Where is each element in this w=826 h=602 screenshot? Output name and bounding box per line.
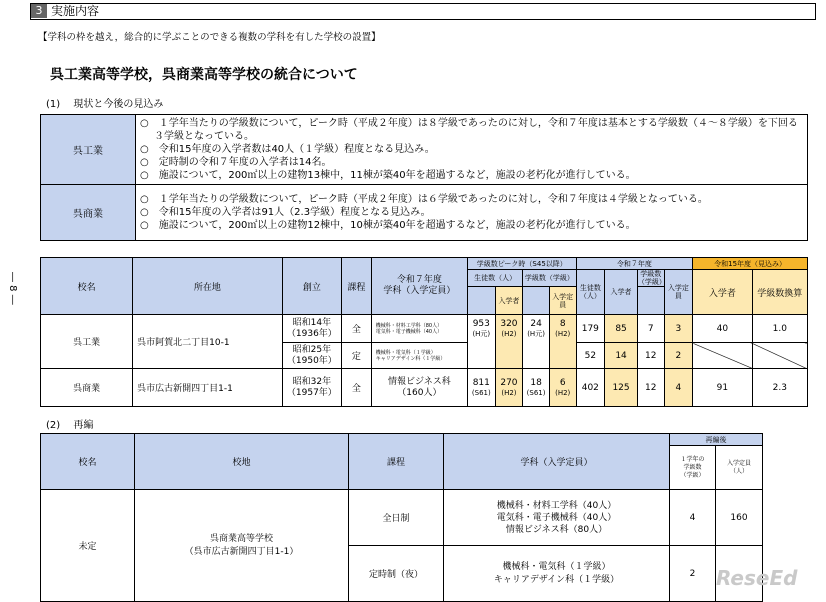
peak-students: 953 [472, 319, 490, 329]
note-item: ○ 令和15年度の入学者数は40人（１学級）程度となる見込み。 [140, 144, 435, 155]
peak-classes: 18 [530, 377, 542, 388]
h-r7-enroll: 入学者 [605, 270, 638, 315]
school-label-kure-comm: 呉商業 [41, 185, 136, 241]
peak-classes: 24 [530, 319, 542, 329]
h-peak-classes: 学級数（学級） [523, 270, 576, 287]
year: (H元) [472, 330, 491, 338]
section-header [30, 3, 816, 20]
dept: 機械科・電気科（１学級） キャリアデザイン科（１学級） [371, 343, 467, 369]
course: 全 [342, 315, 372, 343]
h-established: 創立 [282, 258, 341, 315]
h-peak-students: 生徒数（人） [467, 270, 522, 287]
h-peak-enroll-cls: 入学定員 [549, 287, 576, 315]
r7-classes: 7 [637, 315, 664, 343]
r15-enroll: 40 [693, 315, 752, 343]
h-r7-classes: 学級数（学級） [637, 270, 666, 286]
r7-classes: 12 [637, 369, 664, 407]
school-data-table [40, 257, 808, 407]
page-number: ― 8 ― [7, 272, 18, 305]
h-r7-enroll-cls: 入学定員 [664, 270, 693, 315]
reorganization-table [40, 433, 763, 602]
r7-enroll: 14 [605, 343, 638, 369]
established: 昭和25年 （1950年） [282, 343, 341, 369]
capacity-fulltime: 160 [716, 490, 763, 546]
note-item: ○ 施設について，200㎡以上の建物13棟中，11棟が築40年を超過するなど，施設の老朽化が進行している。 [140, 170, 636, 181]
r7-students: 402 [576, 369, 605, 407]
section-number: 3 [31, 4, 47, 18]
kure-tech-notes [136, 115, 808, 185]
school-undecided: 未定 [41, 490, 135, 602]
year: (H元) [527, 330, 545, 338]
r7-enroll-cls: 3 [664, 315, 693, 343]
location-kure-comm: 呉市広古新開四丁目1-1 [133, 369, 283, 407]
h-course: 課程 [342, 258, 372, 315]
dept: 機械科・材料工学科（80人） 電気科・電子機械科（40人） [371, 315, 467, 343]
status-table [40, 114, 808, 241]
course: 全 [342, 369, 372, 407]
subtitle: 【学科の枠を越え，総合的に学ぶことのできる複数の学科を有した学校の設置】 [38, 32, 381, 43]
section2-heading: (2) 再編 [46, 420, 94, 431]
h-capacity: 入学定員 （人） [716, 446, 763, 490]
note-item: ○ 定時制の令和７年度の入学者は14名。 [140, 157, 332, 168]
h-r15-enroll: 入学者 [693, 270, 752, 315]
location-kure-tech: 呉市阿賀北二丁目10-1 [133, 315, 283, 369]
note-item: ○ 施設について，200㎡以上の建物12棟中，10棟が築40年を超過するなど，施設の老朽化が進行している。 [140, 220, 636, 231]
r7-enroll-cls: 4 [664, 369, 693, 407]
peak-enroll-cls: 8 [559, 319, 566, 329]
section-title: 実施内容 [51, 4, 100, 18]
year: (H2) [501, 388, 517, 397]
h-dept: 令和７年度 学科（入学定員） [371, 258, 467, 315]
h-school: 校名 [41, 434, 135, 490]
r15-classes: 1.0 [752, 315, 807, 343]
page-title: 呉工業高等学校，呉商業高等学校の統合について [50, 67, 358, 83]
course-fulltime: 全日制 [349, 490, 444, 546]
empty-cell [693, 343, 752, 369]
dept: 情報ビジネス科 （160人） [371, 369, 467, 407]
r7-students: 52 [576, 343, 605, 369]
h-school: 校名 [41, 258, 133, 315]
h-r7-students: 生徒数（人） [576, 270, 605, 315]
r7-students: 179 [576, 315, 605, 343]
h-classes: １学年の 学級数 （学級） [670, 446, 716, 490]
r7-enroll: 85 [605, 315, 638, 343]
course: 定 [342, 343, 372, 369]
kure-comm-notes [136, 185, 808, 241]
note-item: ○ １学年当たりの学級数について，ピーク時（平成２年度）は６学級であったのに対し，令和７年度は４学級となっている。 [140, 194, 708, 205]
h-peak: 学級数ピーク時（S45以降） [467, 258, 576, 270]
h-peak-enroll: 入学者 [495, 287, 523, 315]
year: (H2) [501, 330, 517, 338]
dept-parttime: 機械科・電気科（１学級） キャリアデザイン科（１学級） [444, 546, 670, 602]
classes-fulltime: 4 [670, 490, 716, 546]
peak-enroll: 270 [500, 377, 518, 388]
peak-enroll: 320 [500, 319, 518, 329]
h-dept: 学科（入学定員） [444, 434, 670, 490]
classes-parttime: 2 [670, 546, 716, 602]
note-item: ○ １学年当たりの学級数について，ピーク時（平成２年度）は８学級であったのに対し，令和７年度は基本とする学級数（４～８学級）を下回る３学級となっている。 [140, 118, 798, 142]
empty-cell [752, 343, 807, 369]
h-site: 校地 [135, 434, 349, 490]
h-course: 課程 [349, 434, 444, 490]
course-parttime: 定時制（夜） [349, 546, 444, 602]
school-kure-tech: 呉工業 [41, 315, 133, 369]
r15-classes: 2.3 [752, 369, 807, 407]
r7-classes: 12 [637, 343, 664, 369]
r7-enroll: 125 [605, 369, 638, 407]
year: (S61) [526, 388, 546, 397]
r15-enroll: 91 [693, 369, 752, 407]
school-label-kure-tech: 呉工業 [41, 115, 136, 185]
peak-students: 811 [472, 377, 490, 388]
year: (H2) [555, 330, 571, 338]
site: 呉商業高等学校 （呉市広古新開四丁目1-1） [135, 490, 349, 602]
h-r15-classes: 学級数換算 [752, 270, 807, 315]
h-after: 再編後 [670, 434, 763, 446]
note-item: ○ 令和15年度の入学者は91人（2.3学級）程度となる見込み。 [140, 207, 431, 218]
established: 昭和14年 （1936年） [282, 315, 341, 343]
h-r7: 令和７年度 [576, 258, 693, 270]
year: (S61) [471, 388, 491, 397]
watermark-logo: ReseEd [716, 566, 798, 590]
peak-enroll-cls: 6 [559, 377, 566, 388]
h-location: 所在地 [133, 258, 283, 315]
section1-heading: (1) 現状と今後の見込み [46, 99, 164, 110]
r7-enroll-cls: 2 [664, 343, 693, 369]
h-r15: 令和15年度（見込み） [693, 258, 808, 270]
school-kure-comm: 呉商業 [41, 369, 133, 407]
dept-fulltime: 機械科・材料工学科（40人） 電気科・電子機械科（40人） 情報ビジネス科（80人） [444, 490, 670, 546]
year: (H2) [555, 388, 571, 397]
established: 昭和32年 （1957年） [282, 369, 341, 407]
